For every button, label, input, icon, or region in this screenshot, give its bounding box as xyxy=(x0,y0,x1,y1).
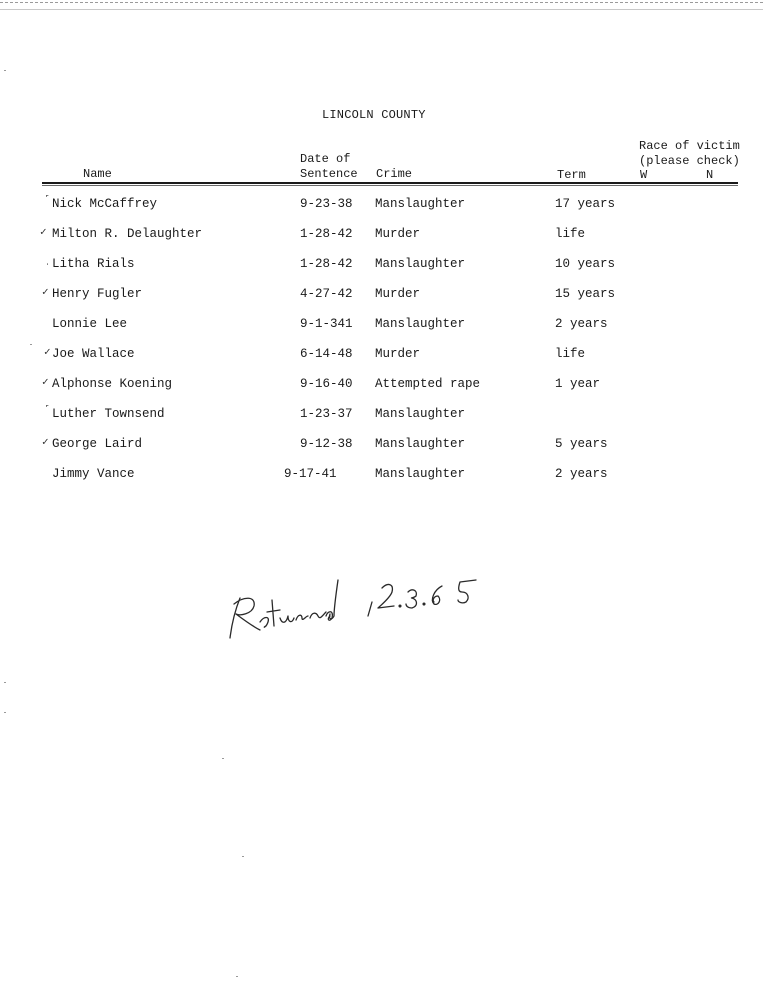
row-crime: Murder xyxy=(375,227,421,241)
row-date: 9-1-341 xyxy=(300,317,353,331)
row-date: 9-16-40 xyxy=(300,377,353,391)
row-name: Nick McCaffrey xyxy=(52,197,158,211)
row-term: life xyxy=(555,347,586,361)
row-term: 17 years xyxy=(555,197,616,211)
row-crime: Manslaughter xyxy=(375,317,466,331)
table-row xyxy=(0,227,763,247)
scan-speck xyxy=(30,344,32,345)
row-crime: Manslaughter xyxy=(375,197,466,211)
row-name: George Laird xyxy=(52,437,143,451)
header-race-n: N xyxy=(706,168,714,182)
scan-speck xyxy=(242,856,244,857)
check-mark: ✓ xyxy=(44,347,51,359)
table-row xyxy=(0,317,763,337)
check-mark: ✓ xyxy=(42,437,49,449)
table-row xyxy=(0,257,763,277)
table-row xyxy=(0,467,763,487)
row-crime: Manslaughter xyxy=(375,407,466,421)
row-name: Henry Fugler xyxy=(52,287,143,301)
row-date: 1-28-42 xyxy=(300,227,353,241)
row-term: life xyxy=(555,227,586,241)
table-row xyxy=(0,287,763,307)
row-date: 9-23-38 xyxy=(300,197,353,211)
header-race-w: W xyxy=(640,168,648,182)
row-name: Joe Wallace xyxy=(52,347,135,361)
row-crime: Murder xyxy=(375,347,421,361)
check-mark: ˌ xyxy=(44,255,51,267)
handwritten-returned-note xyxy=(222,560,512,650)
row-date: 9-17-41 xyxy=(284,467,337,481)
row-name: Lonnie Lee xyxy=(52,317,128,331)
check-mark: ✓ xyxy=(42,287,49,299)
row-term: 2 years xyxy=(555,467,608,481)
row-crime: Attempted rape xyxy=(375,377,481,391)
header-crime: Crime xyxy=(376,167,413,181)
row-crime: Manslaughter xyxy=(375,257,466,271)
header-term: Term xyxy=(557,168,586,182)
table-row xyxy=(0,377,763,397)
table-row xyxy=(0,347,763,367)
row-term: 1 year xyxy=(555,377,601,391)
row-term: 15 years xyxy=(555,287,616,301)
row-date: 6-14-48 xyxy=(300,347,353,361)
row-term: 2 years xyxy=(555,317,608,331)
row-crime: Manslaughter xyxy=(375,437,466,451)
check-mark: ✓ xyxy=(40,227,47,239)
header-date-line2: Sentence xyxy=(300,167,358,181)
table-row xyxy=(0,197,763,217)
row-term: 5 years xyxy=(555,437,608,451)
row-crime: Murder xyxy=(375,287,421,301)
row-crime: Manslaughter xyxy=(375,467,466,481)
row-date: 1-28-42 xyxy=(300,257,353,271)
row-name: Milton R. Delaughter xyxy=(52,227,203,241)
check-mark: ˹ xyxy=(44,195,51,207)
header-date-line1: Date of xyxy=(300,152,351,166)
page-title: LINCOLN COUNTY xyxy=(322,108,426,122)
header-rule-shadow xyxy=(42,185,738,186)
scan-speck xyxy=(4,682,6,683)
row-name: Litha Rials xyxy=(52,257,135,271)
table-row xyxy=(0,437,763,457)
row-name: Alphonse Koening xyxy=(52,377,173,391)
row-date: 9-12-38 xyxy=(300,437,353,451)
header-name: Name xyxy=(83,167,112,181)
table-row xyxy=(0,407,763,427)
row-date: 4-27-42 xyxy=(300,287,353,301)
scan-speck xyxy=(4,70,6,71)
scan-speck xyxy=(236,976,238,977)
header-race-line2: (please check) xyxy=(639,154,740,168)
header-rule xyxy=(42,182,738,184)
scan-speck xyxy=(222,758,224,759)
row-name: Luther Townsend xyxy=(52,407,165,421)
row-name: Jimmy Vance xyxy=(52,467,135,481)
row-term: 10 years xyxy=(555,257,616,271)
scan-speck xyxy=(4,712,6,713)
row-date: 1-23-37 xyxy=(300,407,353,421)
page-top-border xyxy=(0,2,763,10)
check-mark: ˹ xyxy=(44,405,51,417)
check-mark: ✓ xyxy=(42,377,49,389)
header-race-line1: Race of victim xyxy=(639,139,740,153)
